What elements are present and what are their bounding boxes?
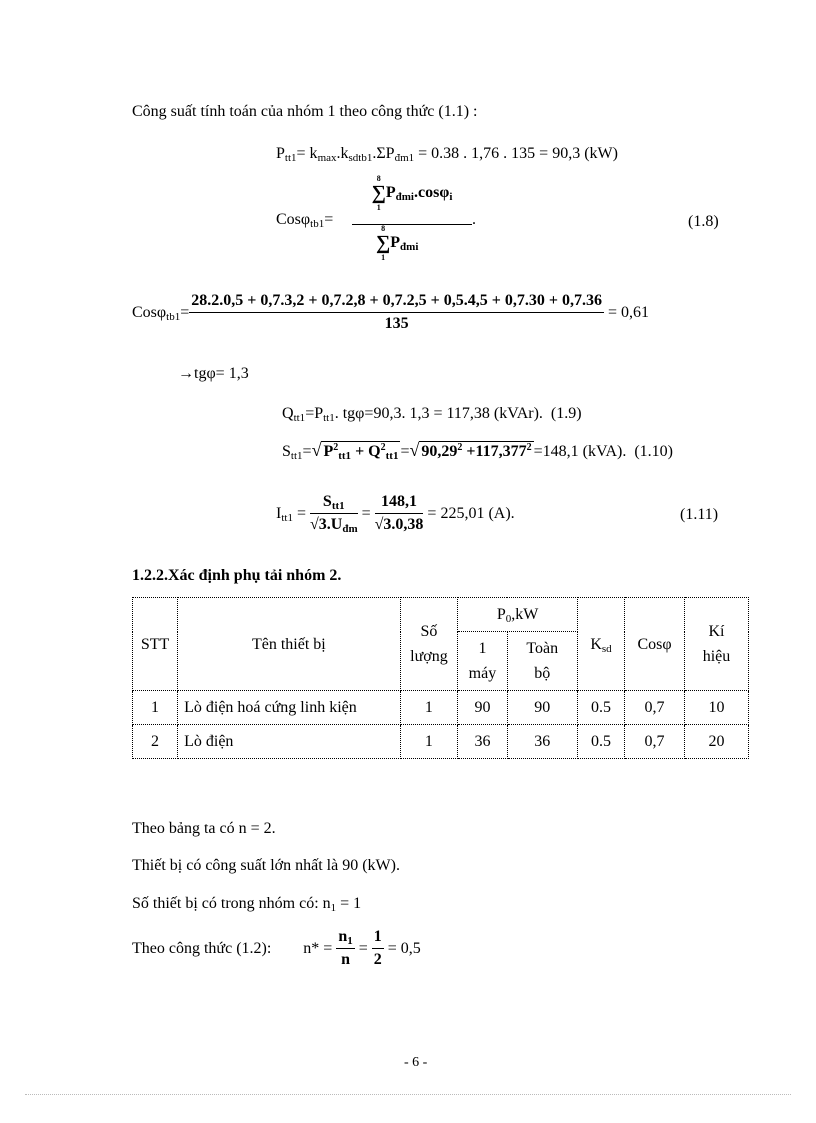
text-n: Theo bảng ta có n = 2. [132, 820, 276, 837]
cell-cos: 0,7 [625, 725, 685, 759]
header-ksd: $K_{sd}$ [577, 598, 624, 691]
cell-name: Lò điện [178, 725, 400, 759]
page-number: - 6 - [404, 1055, 428, 1070]
formula-s: $S_{tt1}=√$ $P^2_{tt1} + Q^2_{tt1}$ =√ $90,29^2 +117,377^2 =148,1$ (kVA). (1.10) [282, 440, 673, 462]
load-table [132, 597, 749, 759]
formula-nstar: Theo công thức (1.2): n* = $\frac{n_1}{n}$ = $\frac{1}{2}$ = 0,5 [132, 928, 421, 968]
cell-ksd: 0.5 [577, 725, 624, 759]
formula-i: $I_{tt1}$ = $\frac{S_{tt1}}{√3.U_{đm}}$ = $\frac{148,1}{√3.0,38}$ = 225,01 (A). [276, 493, 515, 535]
cell-stt: 2 [133, 725, 178, 759]
intro-text: Công suất tính toán của nhóm 1 theo công thức (1.1) : [132, 103, 478, 120]
formula-cos-value: Cosφ$_{tb1}$= 28.2.0,5 + 0,7.3,2 + 0,7.2,8 + 0,7.2,5 + 0,5.4,5 + 0,7.30 + 0,7.36 135 = 0,61 [132, 292, 649, 332]
section-heading: 1.2.2.Xác định phụ tải nhóm 2. [132, 567, 342, 584]
table-row [133, 725, 749, 759]
cell-stt: 1 [133, 691, 178, 725]
text-n1: Số thiết bị có trong nhóm có: $n_1 = 1$ [132, 895, 362, 914]
cell-pall: 36 [507, 725, 577, 759]
tg-value: →tgφ= 1,3 [178, 365, 249, 382]
formula-q: $Q_{tt1}=P_{tt1}$. tgφ=90,3. 1,3 = 117,38 (kVAr). (1.9) [282, 405, 582, 424]
header-symbol: Kí hiệu [684, 598, 748, 691]
cell-name: Lò điện hoá cứng linh kiện [178, 691, 400, 725]
cell-cos: 0,7 [625, 691, 685, 725]
page-divider [25, 1094, 791, 1095]
cell-ksd: 0.5 [577, 691, 624, 725]
header-name: Tên thiết bị [178, 598, 400, 691]
cell-qty: 1 [400, 691, 458, 725]
header-total: Toàn bộ [507, 632, 577, 691]
equation-number-1-8: (1.8) [688, 213, 719, 230]
header-one-unit: 1 máy [458, 632, 507, 691]
header-cos: Cosφ [625, 598, 685, 691]
text-max-power: Thiết bị có công suất lớn nhất là 90 (kW). [132, 857, 400, 874]
table-row [133, 691, 749, 725]
header-p0: $P_0,kW$ [458, 598, 578, 632]
formula-ptt: $P_{tt1}= k_{max}.k_{sdtb1}.\Sigma P_{đm1} = 0.38$ . 1,76 . 135 = 90,3 (kW) [276, 145, 618, 164]
cell-symbol: 10 [684, 691, 748, 725]
header-qty: Số lượng [400, 598, 458, 691]
cell-p1: 90 [458, 691, 507, 725]
equation-number-1-11: (1.11) [680, 506, 719, 523]
cell-symbol: 20 [684, 725, 748, 759]
cell-p1: 36 [458, 725, 507, 759]
cell-pall: 90 [507, 691, 577, 725]
header-stt: STT [133, 598, 178, 691]
cell-qty: 1 [400, 725, 458, 759]
